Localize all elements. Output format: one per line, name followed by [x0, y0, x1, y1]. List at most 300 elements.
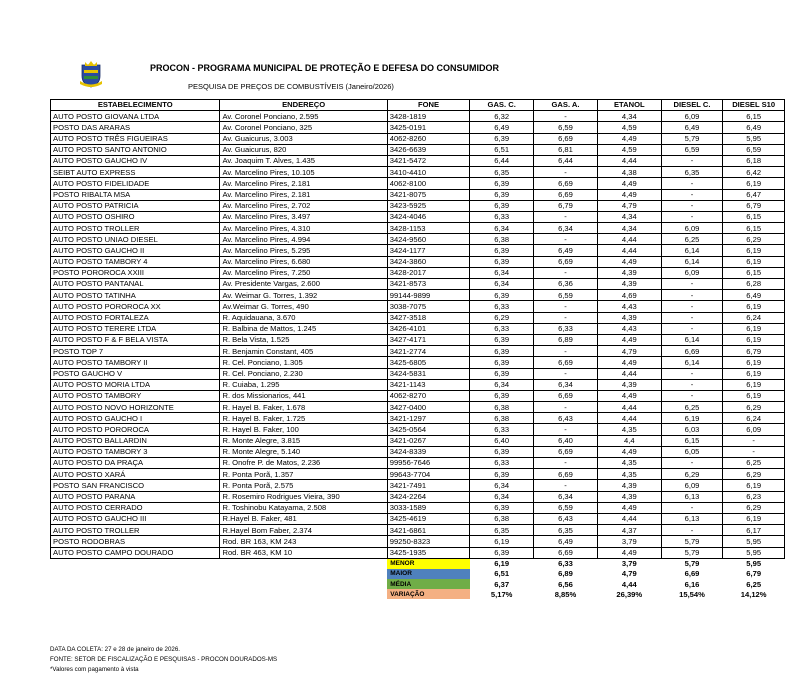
- price-gas-additive: 6,69: [534, 357, 598, 368]
- price-ethanol: 4,49: [597, 502, 661, 513]
- station-phone: 3425-6805: [387, 357, 470, 368]
- price-ethanol: 4,43: [597, 323, 661, 334]
- station-phone: 3425-1935: [387, 547, 470, 558]
- table-row: [51, 312, 785, 323]
- stat-value: 6,19: [494, 559, 510, 569]
- price-gas-additive: 6,59: [534, 122, 598, 133]
- station-phone: 3038-7075: [387, 301, 470, 312]
- column-header: ESTABELECIMENTO: [51, 100, 220, 111]
- price-gas-common: 6,33: [470, 211, 534, 222]
- price-ethanol: 4,35: [597, 469, 661, 480]
- price-diesel-s10: 6,49: [723, 290, 785, 301]
- price-gas-additive: -: [534, 301, 598, 312]
- stat-label-media: MÉDIA: [387, 579, 470, 589]
- stat-value: 14,12%: [740, 589, 767, 599]
- station-phone: 4062-8270: [387, 390, 470, 401]
- station-name: AUTO POSTO TAMBORY: [51, 390, 220, 401]
- price-diesel-common: 6,14: [661, 256, 723, 267]
- price-diesel-s10: 6,19: [723, 480, 785, 491]
- price-gas-additive: -: [534, 402, 598, 413]
- price-gas-additive: -: [534, 111, 598, 122]
- price-gas-common: 6,39: [470, 178, 534, 189]
- stat-value: 5,79: [684, 559, 700, 569]
- price-gas-additive: 6,43: [534, 513, 598, 524]
- price-ethanol: 4,79: [597, 346, 661, 357]
- station-phone: 99956-7646: [387, 458, 470, 469]
- price-gas-additive: -: [534, 234, 598, 245]
- price-gas-additive: 6,81: [534, 144, 598, 155]
- price-diesel-common: -: [661, 189, 723, 200]
- station-phone: 3426-6639: [387, 144, 470, 155]
- price-gas-additive: 6,43: [534, 413, 598, 424]
- table-row: [51, 390, 785, 401]
- station-name: AUTO POSTO PANTANAL: [51, 279, 220, 290]
- station-address: R. Bela Vista, 1.525: [220, 334, 387, 345]
- fuel-price-table: [50, 99, 785, 599]
- station-phone: 3421-1297: [387, 413, 470, 424]
- table-row: [51, 547, 785, 558]
- station-name: AUTO POSTO TROLLER: [51, 223, 220, 234]
- price-ethanol: 4,38: [597, 167, 661, 178]
- table-row: [51, 323, 785, 334]
- price-gas-common: 6,39: [470, 346, 534, 357]
- table-row: [51, 525, 785, 536]
- price-diesel-common: -: [661, 178, 723, 189]
- table-row: [51, 357, 785, 368]
- price-diesel-common: 6,14: [661, 334, 723, 345]
- price-gas-common: 6,34: [470, 491, 534, 502]
- table-row: [51, 469, 785, 480]
- price-ethanol: 4,39: [597, 379, 661, 390]
- price-diesel-common: 6,19: [661, 413, 723, 424]
- price-ethanol: 4,34: [597, 223, 661, 234]
- price-gas-additive: 6,34: [534, 491, 598, 502]
- station-phone: 3427-3518: [387, 312, 470, 323]
- station-address: R. Balbina de Mattos, 1.245: [220, 323, 387, 334]
- station-name: AUTO POSTO TATINHA: [51, 290, 220, 301]
- price-ethanol: 4,37: [597, 525, 661, 536]
- station-name: AUTO POSTO GAUCHO II: [51, 245, 220, 256]
- price-ethanol: 4,59: [597, 144, 661, 155]
- price-ethanol: 4,39: [597, 491, 661, 502]
- station-address: R. Hayel B. Faker, 1.678: [220, 402, 387, 413]
- station-address: Av. Presidente Vargas, 2.600: [220, 279, 387, 290]
- station-name: AUTO POSTO CERRADO: [51, 502, 220, 513]
- price-gas-common: 6,34: [470, 279, 534, 290]
- price-gas-common: 6,19: [470, 536, 534, 547]
- price-diesel-s10: 6,19: [723, 513, 785, 524]
- price-gas-common: 6,33: [470, 323, 534, 334]
- price-gas-additive: -: [534, 424, 598, 435]
- station-phone: 3033-1589: [387, 502, 470, 513]
- price-diesel-common: -: [661, 458, 723, 469]
- price-gas-common: 6,39: [470, 502, 534, 513]
- price-gas-common: 6,51: [470, 144, 534, 155]
- stat-value: 4,79: [621, 569, 637, 579]
- station-address: Rod. BR 163, KM 243: [220, 536, 387, 547]
- price-diesel-common: -: [661, 390, 723, 401]
- price-diesel-s10: 6,15: [723, 211, 785, 222]
- station-name: AUTO POSTO GAUCHO IV: [51, 155, 220, 166]
- price-gas-common: 6,39: [470, 547, 534, 558]
- price-diesel-s10: 6,19: [723, 390, 785, 401]
- station-name: POSTO TOP 7: [51, 346, 220, 357]
- station-address: Av. Marcelino Pires, 7.250: [220, 267, 387, 278]
- table-row: [51, 178, 785, 189]
- price-ethanol: 4,39: [597, 312, 661, 323]
- station-name: AUTO POSTO GIOVANA LTDA: [51, 111, 220, 122]
- price-gas-additive: 6,44: [534, 155, 598, 166]
- table-row: [51, 234, 785, 245]
- price-ethanol: 4,49: [597, 446, 661, 457]
- station-name: AUTO POSTO UNIAO DIESEL: [51, 234, 220, 245]
- station-address: Rod. BR 463, KM 10: [220, 547, 387, 558]
- price-diesel-common: -: [661, 200, 723, 211]
- price-diesel-s10: 6,19: [723, 256, 785, 267]
- station-name: POSTO RODOBRAS: [51, 536, 220, 547]
- price-gas-additive: 6,69: [534, 547, 598, 558]
- collection-date: DATA DA COLETA: 27 e 28 de janeiro de 2026.: [50, 646, 181, 653]
- price-diesel-common: 6,25: [661, 402, 723, 413]
- price-diesel-s10: 6,15: [723, 111, 785, 122]
- station-phone: 3421-1143: [387, 379, 470, 390]
- station-phone: 3424-1177: [387, 245, 470, 256]
- price-gas-common: 6,33: [470, 424, 534, 435]
- station-phone: 3424-4046: [387, 211, 470, 222]
- table-row: [51, 513, 785, 524]
- price-ethanol: 4,59: [597, 122, 661, 133]
- table-row: [51, 111, 785, 122]
- price-ethanol: 4,69: [597, 290, 661, 301]
- price-ethanol: 4,35: [597, 458, 661, 469]
- station-phone: 3421-6861: [387, 525, 470, 536]
- price-diesel-common: 6,35: [661, 167, 723, 178]
- price-ethanol: 4,44: [597, 402, 661, 413]
- price-diesel-common: 6,09: [661, 111, 723, 122]
- price-gas-common: 6,44: [470, 155, 534, 166]
- price-gas-additive: 6,49: [534, 536, 598, 547]
- stat-label-menor: MENOR: [387, 558, 470, 569]
- station-name: POSTO GAUCHO V: [51, 368, 220, 379]
- price-gas-additive: 6,69: [534, 178, 598, 189]
- price-ethanol: 4,44: [597, 245, 661, 256]
- price-gas-common: 6,33: [470, 301, 534, 312]
- station-phone: 3427-4171: [387, 334, 470, 345]
- table-row: [51, 402, 785, 413]
- price-gas-additive: 6,79: [534, 200, 598, 211]
- stat-value: 6,37: [494, 579, 510, 589]
- price-gas-common: 6,38: [470, 234, 534, 245]
- price-gas-additive: -: [534, 458, 598, 469]
- station-address: R. Monte Alegre, 5.140: [220, 446, 387, 457]
- station-address: R. Rosemiro Rodrigues Vieira, 390: [220, 491, 387, 502]
- spacer-cell: [51, 589, 388, 599]
- price-gas-additive: -: [534, 480, 598, 491]
- price-diesel-s10: 6,19: [723, 178, 785, 189]
- station-address: Av. Guaicurus, 820: [220, 144, 387, 155]
- stats-row: [51, 558, 785, 569]
- station-phone: 3425-4619: [387, 513, 470, 524]
- station-name: AUTO POSTO TERERE LTDA: [51, 323, 220, 334]
- station-address: Av. Joaquim T. Alves, 1.435: [220, 155, 387, 166]
- price-diesel-common: -: [661, 290, 723, 301]
- table-row: [51, 536, 785, 547]
- stats-row: [51, 579, 785, 589]
- price-diesel-s10: -: [723, 446, 785, 457]
- price-gas-additive: -: [534, 167, 598, 178]
- price-ethanol: 4,44: [597, 513, 661, 524]
- price-diesel-common: -: [661, 279, 723, 290]
- station-name: AUTO POSTO TROLLER: [51, 525, 220, 536]
- price-gas-common: 6,35: [470, 525, 534, 536]
- station-address: Av. Marcelino Pires, 2.181: [220, 189, 387, 200]
- station-phone: 3424-8339: [387, 446, 470, 457]
- price-diesel-common: -: [661, 155, 723, 166]
- station-name: AUTO POSTO FORTALEZA: [51, 312, 220, 323]
- price-gas-additive: 6,69: [534, 256, 598, 267]
- price-ethanol: 3,79: [597, 536, 661, 547]
- station-address: R. Onofre P. de Matos, 2.236: [220, 458, 387, 469]
- price-diesel-common: 6,15: [661, 435, 723, 446]
- price-gas-additive: 6,59: [534, 290, 598, 301]
- column-header: DIESEL S10: [723, 100, 785, 111]
- price-gas-common: 6,39: [470, 256, 534, 267]
- station-address: Av. Marcelino Pires, 2.181: [220, 178, 387, 189]
- price-gas-common: 6,39: [470, 357, 534, 368]
- price-diesel-common: 6,59: [661, 144, 723, 155]
- station-phone: 4062-8100: [387, 178, 470, 189]
- crest-icon: [79, 60, 103, 88]
- price-gas-additive: -: [534, 346, 598, 357]
- payment-note: *Valores com pagamento à vista: [50, 666, 139, 673]
- station-address: R. Cuiaba, 1.295: [220, 379, 387, 390]
- price-ethanol: 4,49: [597, 178, 661, 189]
- stat-value: 6,16: [684, 579, 700, 589]
- table-row: [51, 133, 785, 144]
- table-row: [51, 346, 785, 357]
- table-row: [51, 424, 785, 435]
- price-gas-common: 6,39: [470, 189, 534, 200]
- table-row: [51, 200, 785, 211]
- station-address: R.Hayel B. Faker, 481: [220, 513, 387, 524]
- table-row: [51, 458, 785, 469]
- station-name: AUTO POSTO F & F BELA VISTA: [51, 334, 220, 345]
- station-address: R. Cel. Ponciano, 1.305: [220, 357, 387, 368]
- page-title: PROCON - PROGRAMA MUNICIPAL DE PROTEÇÃO E DEFESA DO CONSUMIDOR: [150, 63, 500, 73]
- price-gas-common: 6,39: [470, 133, 534, 144]
- station-phone: 3424-9560: [387, 234, 470, 245]
- station-phone: 3424-5831: [387, 368, 470, 379]
- column-header: ETANOL: [597, 100, 661, 111]
- price-gas-common: 6,38: [470, 402, 534, 413]
- price-diesel-common: 6,14: [661, 357, 723, 368]
- price-gas-common: 6,35: [470, 167, 534, 178]
- price-ethanol: 4,44: [597, 368, 661, 379]
- price-diesel-common: 6,09: [661, 480, 723, 491]
- price-diesel-s10: 5,95: [723, 133, 785, 144]
- station-phone: 99643-7704: [387, 469, 470, 480]
- price-gas-common: 6,34: [470, 267, 534, 278]
- station-address: Av. Marcelino Pires, 6.680: [220, 256, 387, 267]
- price-diesel-s10: 6,29: [723, 502, 785, 513]
- page-subtitle: PESQUISA DE PREÇOS DE COMBUSTÍVEIS (Janeiro/2026): [188, 82, 394, 91]
- price-ethanol: 4,39: [597, 267, 661, 278]
- station-name: AUTO POSTO PATRICIA: [51, 200, 220, 211]
- station-name: AUTO POSTO POROROCA XX: [51, 301, 220, 312]
- station-phone: 3425-0191: [387, 122, 470, 133]
- price-gas-common: 6,39: [470, 446, 534, 457]
- price-ethanol: 4,79: [597, 200, 661, 211]
- price-diesel-s10: 6,24: [723, 312, 785, 323]
- source-note: FONTE: SETOR DE FISCALIZAÇÃO E PESQUISAS - PROCON DOURADOS-MS: [50, 656, 278, 663]
- price-diesel-s10: 6,28: [723, 279, 785, 290]
- station-name: POSTO POROROCA XXIII: [51, 267, 220, 278]
- price-diesel-s10: 6,19: [723, 379, 785, 390]
- station-address: Av. Marcelino Pires, 10.105: [220, 167, 387, 178]
- table-row: [51, 334, 785, 345]
- price-diesel-s10: 6,59: [723, 144, 785, 155]
- stat-value: 15,54%: [679, 589, 705, 599]
- table-row: [51, 211, 785, 222]
- price-gas-additive: -: [534, 267, 598, 278]
- price-diesel-common: 6,05: [661, 446, 723, 457]
- station-address: Av. Coronel Ponciano, 325: [220, 122, 387, 133]
- price-diesel-s10: 6,19: [723, 301, 785, 312]
- station-address: R. dos Missionarios, 441: [220, 390, 387, 401]
- price-ethanol: 4,43: [597, 301, 661, 312]
- price-gas-additive: 6,35: [534, 525, 598, 536]
- price-gas-common: 6,38: [470, 413, 534, 424]
- price-diesel-s10: 6,24: [723, 413, 785, 424]
- station-address: Av. Weimar G. Torres, 1.392: [220, 290, 387, 301]
- price-diesel-common: 6,13: [661, 491, 723, 502]
- price-ethanol: 4,4: [597, 435, 661, 446]
- station-phone: 3423-5925: [387, 200, 470, 211]
- table-row: [51, 368, 785, 379]
- price-gas-common: 6,34: [470, 480, 534, 491]
- price-diesel-s10: 5,95: [723, 547, 785, 558]
- price-diesel-common: 6,25: [661, 234, 723, 245]
- price-diesel-common: 6,69: [661, 346, 723, 357]
- price-diesel-common: -: [661, 323, 723, 334]
- price-ethanol: 4,49: [597, 390, 661, 401]
- price-diesel-s10: 6,29: [723, 402, 785, 413]
- price-gas-additive: 6,89: [534, 334, 598, 345]
- price-diesel-common: -: [661, 525, 723, 536]
- price-gas-additive: 6,69: [534, 469, 598, 480]
- price-diesel-common: 6,14: [661, 245, 723, 256]
- station-phone: 3426-4101: [387, 323, 470, 334]
- stat-value: 6,33: [558, 559, 573, 569]
- price-ethanol: 4,49: [597, 189, 661, 200]
- price-ethanol: 4,39: [597, 480, 661, 491]
- price-diesel-s10: 6,49: [723, 122, 785, 133]
- price-gas-additive: 6,49: [534, 245, 598, 256]
- price-gas-additive: 6,69: [534, 390, 598, 401]
- station-address: Av. Marcelino Pires, 4.994: [220, 234, 387, 245]
- price-ethanol: 4,49: [597, 357, 661, 368]
- station-address: R. Benjamin Constant, 405: [220, 346, 387, 357]
- station-phone: 3421-5472: [387, 155, 470, 166]
- price-ethanol: 4,49: [597, 133, 661, 144]
- station-address: Av. Marcelino Pires, 2.702: [220, 200, 387, 211]
- stat-value: 6,51: [494, 569, 510, 579]
- stat-value: 8,85%: [554, 589, 577, 599]
- stat-value: 26,39%: [616, 589, 643, 599]
- spacer-cell: [51, 569, 388, 579]
- table-row: [51, 413, 785, 424]
- station-address: R. Hayel B. Faker, 1.725: [220, 413, 387, 424]
- price-diesel-s10: -: [723, 435, 785, 446]
- station-address: R. Ponta Porã, 2.575: [220, 480, 387, 491]
- station-address: R.Hayel Bom Faber, 2.374: [220, 525, 387, 536]
- table-row: [51, 502, 785, 513]
- table-row: [51, 290, 785, 301]
- price-diesel-common: 6,03: [661, 424, 723, 435]
- price-diesel-s10: 6,15: [723, 267, 785, 278]
- station-address: Av. Marcelino Pires, 4.310: [220, 223, 387, 234]
- station-phone: 3421-8075: [387, 189, 470, 200]
- price-gas-additive: 6,69: [534, 133, 598, 144]
- price-diesel-s10: 6,15: [723, 223, 785, 234]
- station-phone: 3421-2774: [387, 346, 470, 357]
- price-diesel-common: -: [661, 301, 723, 312]
- price-diesel-s10: 6,19: [723, 245, 785, 256]
- price-gas-common: 6,33: [470, 458, 534, 469]
- table-row: [51, 446, 785, 457]
- price-diesel-s10: 6,42: [723, 167, 785, 178]
- price-ethanol: 4,34: [597, 111, 661, 122]
- price-ethanol: 4,39: [597, 279, 661, 290]
- table-row: [51, 435, 785, 446]
- table-header-row: [51, 100, 785, 111]
- stat-value: 6,56: [558, 579, 573, 589]
- price-ethanol: 4,49: [597, 334, 661, 345]
- price-ethanol: 4,34: [597, 211, 661, 222]
- stat-value: 5,17%: [490, 589, 513, 599]
- station-phone: 3421-7491: [387, 480, 470, 491]
- table-row: [51, 267, 785, 278]
- station-name: AUTO POSTO MORIA LTDA: [51, 379, 220, 390]
- column-header: ENDEREÇO: [220, 100, 387, 111]
- table-row: [51, 223, 785, 234]
- station-name: POSTO SAN FRANCISCO: [51, 480, 220, 491]
- price-gas-common: 6,29: [470, 312, 534, 323]
- station-phone: 99144-9899: [387, 290, 470, 301]
- price-gas-common: 6,40: [470, 435, 534, 446]
- stat-value: 6,89: [558, 569, 573, 579]
- station-address: Av. Marcelino Pires, 5.295: [220, 245, 387, 256]
- station-phone: 3421-8573: [387, 279, 470, 290]
- stat-label-maior: MAIOR: [387, 569, 470, 579]
- station-phone: 3410-4410: [387, 167, 470, 178]
- station-name: AUTO POSTO GAUCHO III: [51, 513, 220, 524]
- price-diesel-s10: 6,23: [723, 491, 785, 502]
- station-phone: 3427-0400: [387, 402, 470, 413]
- price-diesel-s10: 6,17: [723, 525, 785, 536]
- table-row: [51, 379, 785, 390]
- station-address: R. Aquidauana, 3.670: [220, 312, 387, 323]
- table-row: [51, 167, 785, 178]
- table-row: [51, 189, 785, 200]
- price-ethanol: 4,44: [597, 155, 661, 166]
- price-gas-common: 6,32: [470, 111, 534, 122]
- table-row: [51, 144, 785, 155]
- stats-row: [51, 569, 785, 579]
- price-gas-additive: -: [534, 211, 598, 222]
- stat-value: 6,25: [746, 579, 762, 589]
- table-header: [51, 100, 785, 111]
